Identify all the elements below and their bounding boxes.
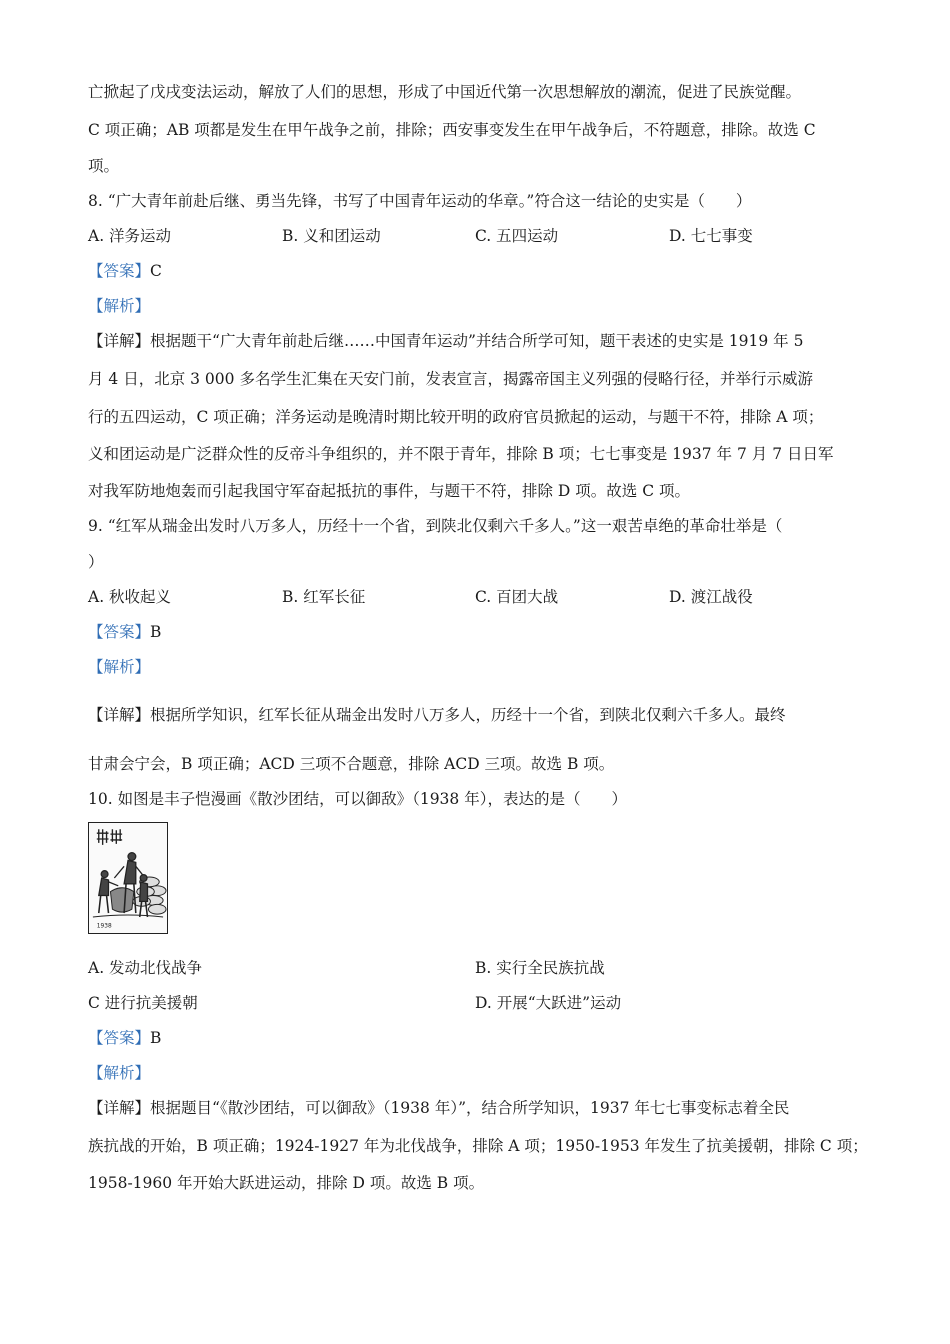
q9-stem-line-1: 9. “红军从瑞金出发时八万多人，历经十一个省，到陕北仅剩六千多人。”这一艰苦卓绝的革命壮举是（ [88, 517, 783, 535]
answer-tag: 【答案】 [88, 262, 151, 280]
detail-tag: 【详解】 [88, 332, 151, 350]
q10-option-a: A. 发动北伐战争 [88, 959, 203, 977]
q8-detail-line-5: 对我军防地炮轰而引起我国守军奋起抵抗的事件，与题干不符，排除 D 项。故选 C 项。 [88, 482, 690, 500]
q8-detail-line-3: 行的五四运动，C 项正确；洋务运动是晚清时期比较开明的政府官员掀起的运动，与题干不符，排除 A 项； [88, 408, 824, 426]
intro-line-1: 亡掀起了戊戌变法运动，解放了人们的思想，形成了中国近代第一次思想解放的潮流，促进了民族觉醒。 [88, 83, 802, 101]
q8-detail-line-1 [88, 331, 803, 351]
sand-sack [110, 888, 133, 912]
cartoon-year: 1938 [96, 923, 112, 930]
q9-stem-line-2: ） [88, 553, 104, 571]
answer-value: B [150, 623, 162, 641]
q10-detail-line-2: 族抗战的开始，B 项正确；1924-1927 年为北伐战争，排除 A 项；1950-1953 年发生了抗美援朝，排除 C 项； [88, 1137, 868, 1155]
answer-tag: 【答案】 [88, 623, 151, 641]
cartoon-drawing [89, 823, 167, 933]
q10-detail-line-3: 1958-1960 年开始大跃进运动，排除 D 项。故选 B 项。 [88, 1174, 485, 1192]
cartoon-image [88, 822, 168, 934]
analysis-tag: 【解析】 [88, 1064, 151, 1082]
q10-option-c: C 进行抗美援朝 [88, 994, 198, 1012]
answer-value: C [150, 262, 162, 280]
q10-option-b: B. 实行全民族抗战 [475, 959, 605, 977]
ground-line [93, 915, 163, 917]
intro-line-3: 项。 [88, 157, 120, 175]
q10-stem: 10. 如图是丰子恺漫画《散沙团结，可以御敌》（1938 年），表达的是（ ） [88, 790, 627, 808]
q8-option-a: A. 洋务运动 [88, 227, 172, 245]
detail-text: 根据所学知识，红军长征从瑞金出发时八万多人，历经十一个省，到陕北仅剩六千多人。最终 [150, 706, 786, 724]
q8-answer [88, 261, 162, 281]
sandbag-wall [133, 877, 166, 914]
detail-text: 根据题干“广大青年前赴后继……中国青年运动”并结合所学可知，题干表述的史实是 1919 年 5 [150, 332, 804, 350]
q8-option-b: B. 义和团运动 [282, 227, 381, 245]
q9-answer [88, 622, 161, 642]
analysis-tag: 【解析】 [88, 297, 151, 315]
calligraphy-title [97, 829, 122, 845]
answer-tag: 【答案】 [88, 1029, 151, 1047]
q8-option-c: C. 五四运动 [475, 227, 559, 245]
q9-option-b: B. 红军长征 [282, 588, 366, 606]
q8-detail-line-4: 义和团运动是广泛群众性的反帝斗争组织的，并不限于青年，排除 B 项；七七事变是 1937 年 7 月 7 日日军 [88, 445, 834, 463]
q10-answer [88, 1028, 161, 1048]
detail-tag: 【详解】 [88, 706, 151, 724]
detail-text: 根据题目“《散沙团结，可以御敌》（1938 年）”，结合所学知识，1937 年七七事变标志着全民 [150, 1099, 790, 1117]
q9-analysis-heading [88, 657, 150, 677]
q9-option-c: C. 百团大战 [475, 588, 559, 606]
q9-detail-line-2: 甘肃会宁会，B 项正确；ACD 三项不合题意，排除 ACD 三项。故选 B 项。 [88, 755, 615, 773]
q10-detail-line-1 [88, 1098, 789, 1118]
q8-stem: 8. “广大青年前赴后继、勇当先锋，书写了中国青年运动的华章。”符合这一结论的史实是（ ） [88, 192, 752, 210]
q8-option-d: D. 七七事变 [669, 227, 753, 245]
q10-analysis-heading [88, 1063, 150, 1083]
q9-option-a: A. 秋收起义 [88, 588, 172, 606]
analysis-tag: 【解析】 [88, 658, 151, 676]
q8-analysis-heading [88, 296, 150, 316]
detail-tag: 【详解】 [88, 1099, 151, 1117]
q9-option-d: D. 渡江战役 [669, 588, 753, 606]
q8-detail-line-2: 月 4 日，北京 3 000 多名学生汇集在天安门前，发表宣言，揭露帝国主义列强的侵略行径，并举行示威游 [88, 370, 813, 388]
q10-option-d: D. 开展“大跃进”运动 [475, 994, 622, 1012]
answer-value: B [150, 1029, 162, 1047]
intro-line-2: C 项正确；AB 项都是发生在甲午战争之前，排除；西安事变发生在甲午战争后，不符题意，排除。故选 C [88, 121, 816, 139]
q9-detail-line-1 [88, 705, 786, 725]
